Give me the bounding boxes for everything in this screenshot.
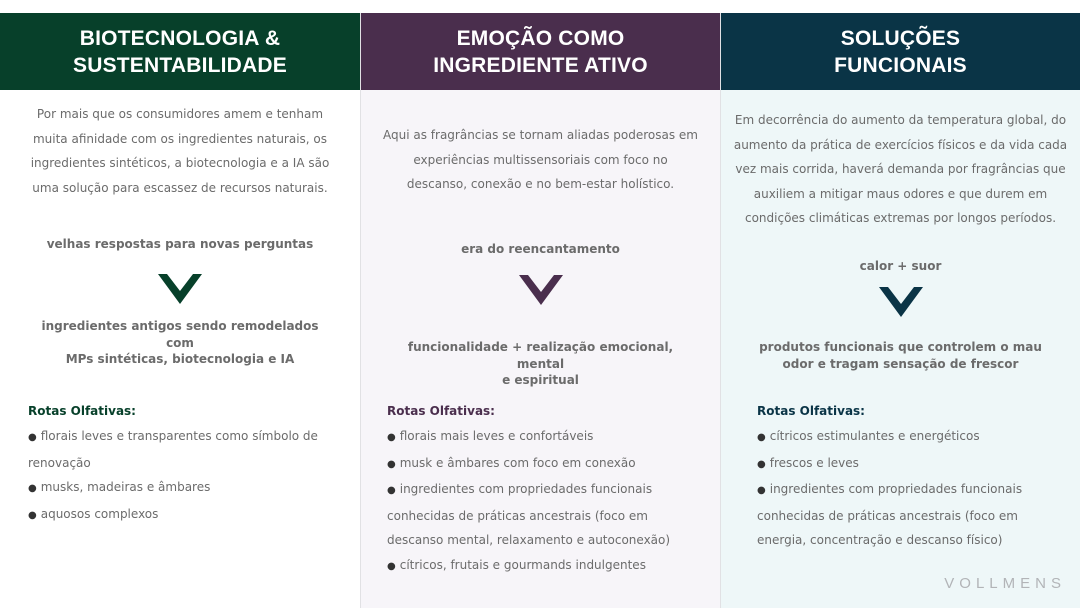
- column-tagline: era do reencantamento: [461, 242, 620, 256]
- column-outcome: ingredientes antigos sendo remodelados com MPs sintéticas, biotecnologia e IA: [41, 319, 319, 366]
- column-header: [361, 13, 720, 90]
- bullet-icon: ●: [757, 485, 766, 496]
- bullet-icon: ●: [28, 432, 37, 443]
- column-intro: Em decorrência do aumento da temperatura global, do aumento da prática de exercícios físicos e da vida cada vez mais corrida, haverá demanda por fragrâncias que auxiliem a mitigar maus odores e que durem em condições climáticas extremas por longos períodos.: [733, 113, 1068, 225]
- routes-title: Rotas Olfativas:: [757, 404, 865, 418]
- routes-list: [28, 424, 328, 528]
- column-header: [0, 13, 360, 90]
- list-item: ● frescos e leves: [757, 455, 859, 470]
- bullet-icon: ●: [28, 509, 37, 521]
- brand-logo: VOLLMENS: [944, 575, 1066, 592]
- chevron-down-icon: [158, 272, 202, 306]
- list-item: ● cítricos estimulantes e energéticos: [757, 429, 980, 443]
- bullet-icon: ●: [387, 432, 396, 443]
- column-tagline: calor + suor: [859, 259, 942, 273]
- chevron-down-icon: [519, 273, 563, 307]
- column-divider: [360, 13, 361, 608]
- bullet-icon: ●: [387, 560, 396, 572]
- column-header: [721, 13, 1080, 90]
- bullet-icon: ●: [387, 485, 396, 496]
- column-intro: Por mais que os consumidores amem e tenham muita afinidade com os ingredientes naturais, os ingredientes sintéticos, a biotecnologia e a IA são uma solução para escassez de recursos naturais.: [30, 107, 330, 195]
- chevron-down-icon: [879, 285, 923, 319]
- list-item: ● ingredientes com propriedades funcionais conhecidas de práticas ancestrais (foco em energia, concentração e descanso físico): [757, 482, 1023, 547]
- routes-list: [757, 424, 1057, 553]
- column-title: SOLUÇÕES FUNCIONAIS: [834, 26, 967, 77]
- bullet-icon: ●: [757, 432, 766, 443]
- bullet-icon: ●: [387, 458, 396, 470]
- list-item: ● florais leves e transparentes como símbolo de renovação: [28, 429, 318, 470]
- column-outcome: funcionalidade + realização emocional, mental e espiritual: [407, 340, 674, 387]
- column-solucoes: [721, 13, 1080, 608]
- column-title: EMOÇÃO COMO INGREDIENTE ATIVO: [433, 26, 648, 77]
- list-item: ● florais mais leves e confortáveis: [387, 429, 594, 443]
- routes-title: Rotas Olfativas:: [28, 404, 136, 418]
- list-item: ● musk e âmbares com foco em conexão: [387, 455, 636, 470]
- column-outcome: produtos funcionais que controlem o mau odor e tragam sensação de frescor: [759, 340, 1042, 371]
- column-divider: [720, 13, 721, 608]
- list-item: ● cítricos, frutais e gourmands indulgentes: [387, 557, 646, 572]
- column-title: BIOTECNOLOGIA & SUSTENTABILIDADE: [73, 26, 287, 77]
- bullet-icon: ●: [757, 458, 766, 470]
- column-tagline: velhas respostas para novas perguntas: [46, 237, 314, 251]
- list-item: ● musks, madeiras e âmbares: [28, 480, 211, 494]
- list-item: ● ingredientes com propriedades funcionais conhecidas de práticas ancestrais (foco em descanso mental, relaxamento e autoconexão): [387, 482, 671, 547]
- list-item: ● aquosos complexos: [28, 506, 159, 521]
- bullet-icon: ●: [28, 483, 37, 494]
- column-biotecnologia: [0, 13, 360, 608]
- top-strip: [0, 0, 1080, 13]
- routes-title: Rotas Olfativas:: [387, 404, 495, 418]
- routes-list: [387, 424, 701, 579]
- column-emocao: [361, 13, 720, 608]
- column-intro: Aqui as fragrâncias se tornam aliadas poderosas em experiências multissensoriais com foco no descanso, conexão e no bem-estar holístico.: [383, 128, 698, 191]
